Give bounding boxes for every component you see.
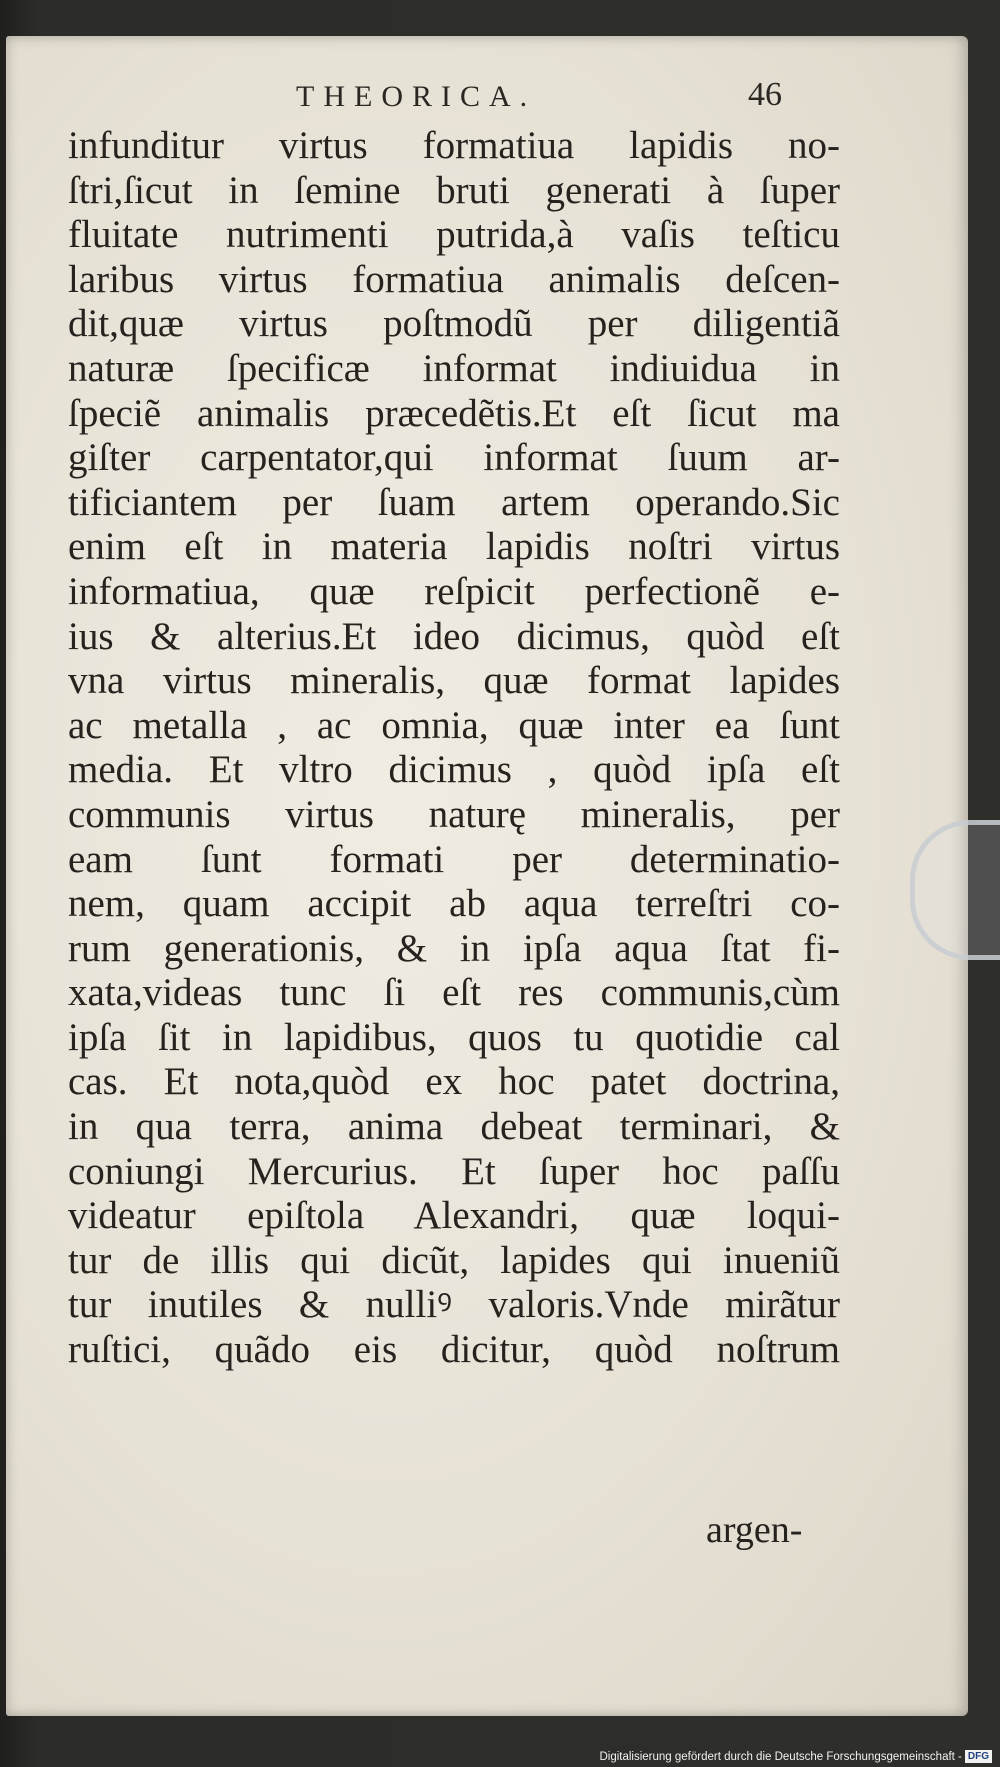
text-line: naturæ ſpecificæ informat indiuidua in (68, 346, 840, 390)
text-line: ac metalla , ac omnia, quæ inter ea ſunt (68, 703, 840, 747)
digitization-credit (599, 1750, 992, 1763)
text-line: tur de illis qui dicũt, lapides qui inueniũ (68, 1238, 840, 1282)
text-line: media. Et vltro dicimus , quòd ipſa eſt (68, 748, 840, 792)
text-line: tur inutiles & nulliꝰ valoris.Vnde mirãtur (68, 1283, 840, 1327)
text-line: in qua terra, anima debeat terminari, & (68, 1105, 840, 1149)
text-line: ipſa ſit in lapidibus, quos tu quotidie cal (68, 1015, 840, 1059)
text-line: rum generationis, & in ipſa aqua ſtat fi- (68, 926, 840, 970)
text-line: enim eſt in materia lapidis noſtri virtus (68, 525, 840, 569)
book-page (6, 36, 968, 1716)
text-line: ſtri,ſicut in ſemine bruti generati à ſuper (68, 168, 840, 212)
catchword: argen- (706, 1509, 803, 1551)
text-line: tificiantem per ſuam artem operando.Sic (68, 480, 840, 524)
text-line: infunditur virtus formatiua lapidis no- (68, 124, 840, 167)
text-line: ſpeciẽ animalis præcedẽtis.Et eſt ſicut ma (68, 391, 840, 435)
credit-text: Digitalisierung gefördert durch die Deutsche Forschungsgemeinschaft - (599, 1750, 962, 1763)
text-line: communis virtus naturę mineralis, per (68, 792, 840, 836)
text-line: coniungi Mercurius. Et ſuper hoc paſſu (68, 1149, 840, 1193)
text-line: ius & alterius.Et ideo dicimus, quòd eſt (68, 614, 840, 658)
text-line: vna virtus mineralis, quæ format lapides (68, 659, 840, 703)
text-line: giſter carpentator,qui informat ſuum ar- (68, 436, 840, 480)
text-line: ruſtici, quãdo eis dicitur, quòd noſtrum (68, 1328, 840, 1372)
text-line: videatur epiſtola Alexandri, quæ loqui- (68, 1194, 840, 1238)
dfg-logo: DFG (965, 1750, 992, 1763)
page-clip (910, 820, 1000, 960)
text-line: eam ſunt formati per determinatio- (68, 837, 840, 881)
text-line: informatiua, quæ reſpicit perfectionẽ e- (68, 569, 840, 613)
text-line: dit,quæ virtus poſtmodũ per diligentiã (68, 302, 840, 346)
text-line: fluitate nutrimenti putrida,à vaſis teſticu (68, 213, 840, 257)
text-line: xata,videas tunc ſi eſt res communis,cùm (68, 971, 840, 1015)
running-head: THEORICA. (296, 80, 537, 113)
body-text (68, 124, 840, 1373)
text-line: nem, quam accipit ab aqua terreſtri co- (68, 882, 840, 926)
text-line: cas. Et nota,quòd ex hoc patet doctrina, (68, 1060, 840, 1104)
text-line: laribus virtus formatiua animalis deſcen- (68, 257, 840, 301)
page-number: 46 (748, 76, 782, 113)
